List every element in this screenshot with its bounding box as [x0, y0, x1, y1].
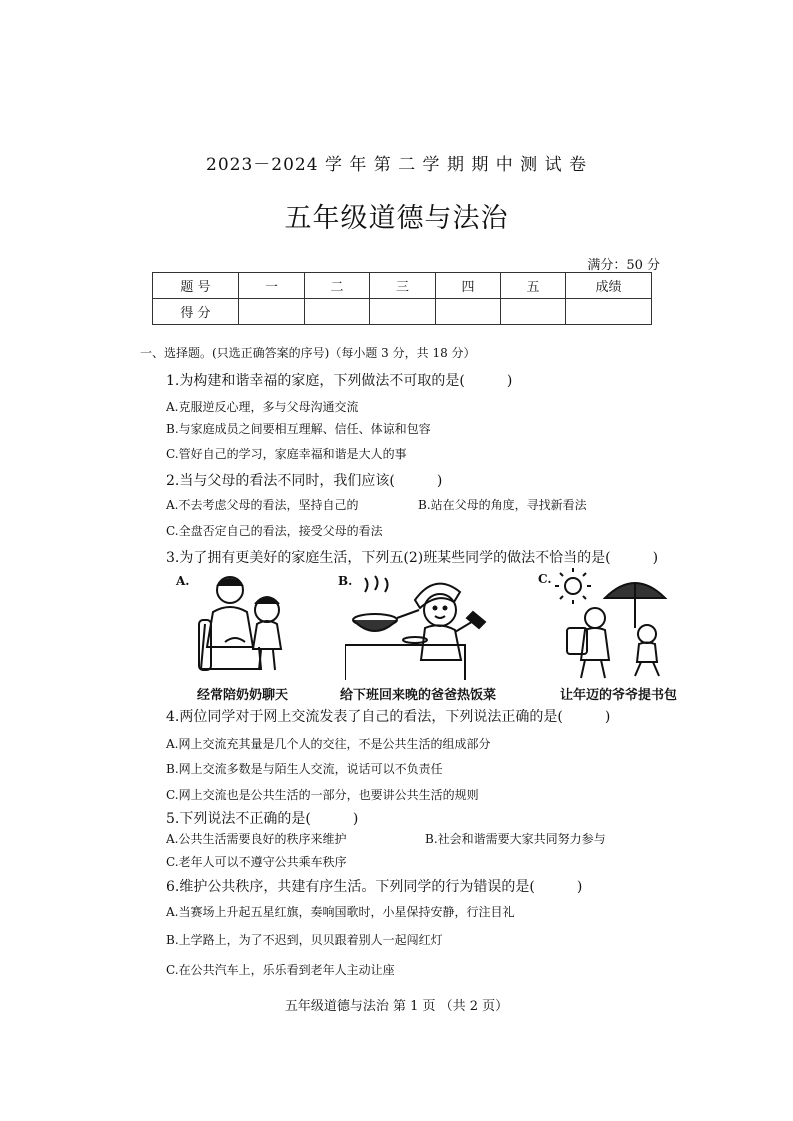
score-input-cell[interactable]	[436, 299, 501, 325]
section-heading: 一、选择题。(只选正确答案的序号)（每小题 3 分，共 18 分）	[140, 346, 476, 360]
option-a: A.不去考虑父母的看法，坚持自己的	[166, 498, 359, 512]
option-a: A.克服逆反心理，多与父母沟通交流	[166, 400, 359, 414]
score-input-cell[interactable]	[370, 299, 436, 325]
score-input-cell[interactable]	[501, 299, 566, 325]
score-table-cell: 得 分	[153, 299, 239, 325]
question-stem: 5.下列说法不正确的是( )	[166, 811, 359, 827]
question-stem: 4.两位同学对于网上交流发表了自己的看法，下列说法正确的是( )	[166, 709, 611, 725]
option-b: B.上学路上，为了不迟到，贝贝跟着别人一起闯红灯	[166, 933, 443, 947]
option-c: C.在公共汽车上，乐乐看到老年人主动让座	[166, 963, 395, 977]
question-stem: 2.当与父母的看法不同时，我们应该( )	[166, 473, 443, 489]
option-c: C.管好自己的学习，家庭幸福和谐是大人的事	[166, 447, 407, 461]
page-footer: 五年级道德与法治 第 1 页 （共 2 页）	[284, 999, 509, 1014]
option-b: B.站在父母的角度，寻找新看法	[418, 498, 587, 512]
score-table-cell: 三	[370, 273, 436, 299]
subject-title: 五年级道德与法治	[284, 203, 509, 234]
option-b: B.与家庭成员之间要相互理解、信任、体谅和包容	[166, 422, 431, 436]
grandma-chat-illustration	[195, 572, 305, 677]
question-stem: 3.为了拥有更美好的家庭生活，下列五(2)班某些同学的做法不恰当的是( )	[166, 550, 659, 566]
score-table-score-row	[153, 299, 652, 325]
option-a: A.网上交流充其量是几个人的交往，不是公共生活的组成部分	[166, 737, 491, 751]
picture-label: B.	[338, 574, 353, 588]
score-input-cell[interactable]	[239, 299, 305, 325]
score-table-cell: 成绩	[566, 273, 652, 299]
score-input-cell[interactable]	[305, 299, 370, 325]
grandpa-bag-illustration	[555, 568, 675, 680]
picture-label: C.	[538, 572, 552, 586]
picture-caption: 让年迈的爷爷提书包	[560, 688, 678, 703]
exam-title: 2023－2024 学 年 第 二 学 期 期 中 测 试 卷	[206, 155, 587, 175]
option-a: A.公共生活需要良好的秩序来维护	[166, 832, 347, 846]
option-c: C.网上交流也是公共生活的一部分，也要讲公共生活的规则	[166, 788, 479, 802]
score-table-cell: 题 号	[153, 273, 239, 299]
score-table-cell: 四	[436, 273, 501, 299]
picture-label: A.	[176, 574, 190, 588]
option-a: A.当赛场上升起五星红旗，奏响国歌时，小星保持安静，行注目礼	[166, 905, 515, 919]
full-score: 满分：50 分	[587, 258, 660, 273]
question-stem: 1.为构建和谐幸福的家庭，下列做法不可取的是( )	[166, 373, 513, 389]
option-b: B.网上交流多数是与陌生人交流，说话可以不负责任	[166, 762, 443, 776]
score-table-cell: 一	[239, 273, 305, 299]
option-b: B.社会和谐需要大家共同努力参与	[425, 832, 606, 846]
question-stem: 6.维护公共秩序，共建有序生活。下列同学的行为错误的是( )	[166, 879, 583, 895]
picture-caption: 经常陪奶奶聊天	[197, 688, 289, 703]
score-table-cell: 二	[305, 273, 370, 299]
score-table	[152, 272, 652, 325]
score-table-header-row	[153, 273, 652, 299]
score-table-cell: 五	[501, 273, 566, 299]
picture-caption: 给下班回来晚的爸爸热饭菜	[340, 688, 497, 703]
cooking-illustration	[345, 570, 495, 680]
score-input-cell[interactable]	[566, 299, 652, 325]
option-c: C.老年人可以不遵守公共乘车秩序	[166, 855, 347, 869]
option-c: C.全盘否定自己的看法，接受父母的看法	[166, 524, 383, 538]
